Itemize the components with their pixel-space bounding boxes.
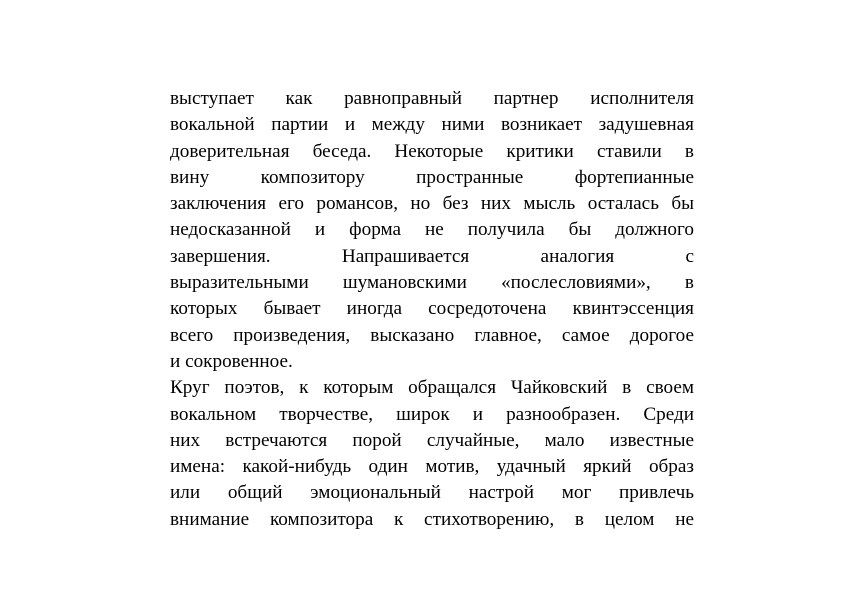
text-line: выразительными шумановскими «послесловиями», в [170, 272, 694, 294]
text-line: внимание композитора к стихотворению, в целом не [170, 508, 694, 530]
paragraph-end-line: и сокровенное. [170, 350, 293, 372]
text-line: доверительная беседа. Некоторые критики ставили в [170, 140, 694, 162]
text-line: выступает как равноправный партнер исполнителя [170, 88, 694, 109]
text-line: заключения его романсов, но без них мысль осталась бы [170, 193, 694, 215]
text-line: них встречаются порой случайные, мало известные [170, 429, 694, 451]
text-line: завершения. Напрашивается аналогия с [170, 245, 694, 267]
text-line: всего произведения, высказано главное, самое дорогое [170, 324, 694, 346]
text-line: вокальной партии и между ними возникает задушевная [170, 114, 694, 136]
text-line: или общий эмоциональный настрой мог привлечь [170, 482, 694, 504]
text-line: которых бывает иногда сосредоточена квинтэссенция [170, 298, 694, 320]
text-line: вину композитору пространные фортепианные [170, 166, 694, 188]
text-line: Круг поэтов, к которым обращался Чайковский в своем [170, 377, 694, 399]
body-text [170, 86, 694, 533]
text-line: вокальном творчестве, широк и разнообразен. Среди [170, 403, 694, 425]
text-line: имена: какой-нибудь один мотив, удачный яркий образ [170, 456, 694, 478]
text-line: недосказанной и форма не получила бы должного [170, 219, 694, 241]
